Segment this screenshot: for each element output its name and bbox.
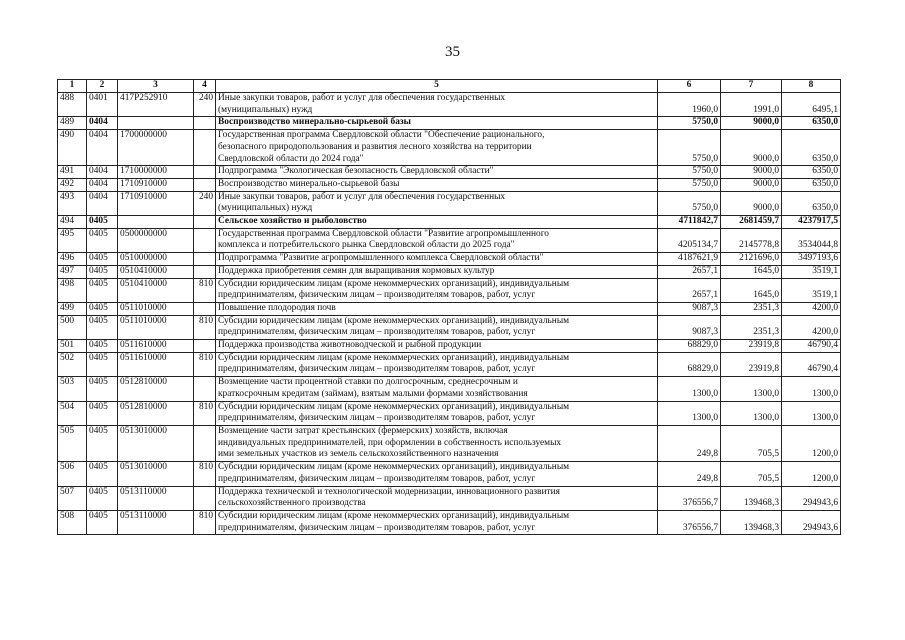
row-number-cell: 503 [58,377,87,401]
item-name-cell [216,425,658,461]
amount-year3-cell: 46790,4 [782,352,841,376]
header-cell: 4 [194,80,216,93]
item-name-line: предпринимателям, физическим лицам – производителям товаров, работ, услуг [218,364,536,375]
item-name-line: Сельское хозяйство и рыболовство [218,216,367,227]
table-row [58,253,841,266]
item-name-line: Субсидии юридическим лицам (кроме некоммерческих организаций), индивидуальным [218,462,570,473]
table-row [58,352,841,376]
section-code-cell: 0405 [87,216,118,229]
expense-type-cell [194,486,216,510]
item-name-line: Свердловской области до 2024 года" [218,153,364,164]
section-code-cell: 0404 [87,178,118,191]
target-article-cell [118,216,194,229]
amount-year1-cell: 5750,0 [658,130,721,166]
amount-year1-cell: 9087,3 [658,302,721,315]
item-name-line: Поддержка технической и технологической модернизации, инновационного развития [218,486,560,497]
section-code-cell: 0405 [87,302,118,315]
amount-year3-cell: 1300,0 [782,401,841,425]
table-row [58,93,841,117]
table-row [58,377,841,401]
header-cell: 5 [216,80,658,93]
item-name-cell [216,130,658,166]
amount-year3-cell: 4237917,5 [782,216,841,229]
row-number-cell: 498 [58,278,87,302]
item-name-line: комплекса и потребительского рынка Свердловской области до 2025 года" [218,240,515,251]
amount-year2-cell: 2351,3 [721,315,782,339]
target-article-cell: 1710910000 [118,178,194,191]
item-name-line: предпринимателям, физическим лицам – производителям товаров, работ, услуг [218,413,536,424]
amount-year1-cell: 5750,0 [658,166,721,179]
amount-year1-cell: 68829,0 [658,340,721,353]
amount-year3-cell: 3497193,6 [782,253,841,266]
expense-type-cell [194,302,216,315]
expense-type-cell: 810 [194,462,216,486]
amount-year1-cell: 1300,0 [658,377,721,401]
expense-type-cell: 240 [194,191,216,215]
item-name-line: Воспроизводство минерально-сырьевой базы [218,117,411,128]
amount-year3-cell: 4200,0 [782,302,841,315]
header-cell: 3 [118,80,194,93]
table-row [58,216,841,229]
amount-year1-cell: 376556,7 [658,486,721,510]
header-cell: 1 [58,80,87,93]
table-header-row [58,80,841,93]
item-name-line: предпринимателям, физическим лицам – производителям товаров, работ, услуг [218,522,536,533]
row-number-cell: 489 [58,117,87,130]
row-number-cell: 501 [58,340,87,353]
item-name-cell [216,216,658,229]
row-number-cell: 505 [58,425,87,461]
expense-type-cell: 810 [194,315,216,339]
row-number-cell: 491 [58,166,87,179]
table-row [58,302,841,315]
item-name-line: Подпрограмма "Развитие агропромышленного комплекса Свердловской области" [218,253,544,264]
item-name-cell [216,253,658,266]
amount-year3-cell: 1300,0 [782,377,841,401]
row-number-cell: 507 [58,486,87,510]
section-code-cell: 0404 [87,166,118,179]
table-row [58,315,841,339]
table-row [58,117,841,130]
target-article-cell: 0512810000 [118,377,194,401]
row-number-cell: 497 [58,265,87,278]
amount-year2-cell: 705,5 [721,462,782,486]
item-name-cell [216,510,658,534]
amount-year1-cell: 1300,0 [658,401,721,425]
table-row [58,278,841,302]
section-code-cell: 0405 [87,253,118,266]
row-number-cell: 508 [58,510,87,534]
expense-type-cell [194,377,216,401]
amount-year3-cell: 3534044,8 [782,228,841,252]
target-article-cell: 1700000000 [118,130,194,166]
row-number-cell: 499 [58,302,87,315]
table-row [58,462,841,486]
expense-type-cell [194,340,216,353]
item-name-cell [216,93,658,117]
section-code-cell: 0405 [87,462,118,486]
amount-year2-cell: 9000,0 [721,191,782,215]
section-code-cell: 0405 [87,510,118,534]
row-number-cell: 494 [58,216,87,229]
item-name-line: ими земельных участков из земель сельскохозяйственного назначения [218,449,499,460]
amount-year2-cell: 1300,0 [721,401,782,425]
amount-year2-cell: 1300,0 [721,377,782,401]
item-name-cell [216,191,658,215]
expense-type-cell: 810 [194,352,216,376]
amount-year2-cell: 9000,0 [721,117,782,130]
amount-year3-cell: 3519,1 [782,265,841,278]
expense-type-cell [194,166,216,179]
target-article-cell [118,117,194,130]
amount-year3-cell: 294943,6 [782,510,841,534]
table-row [58,228,841,252]
target-article-cell: 0511610000 [118,340,194,353]
target-article-cell: 0511610000 [118,352,194,376]
item-name-line: Иные закупки товаров, работ и услуг для обеспечения государственных [218,191,506,202]
header-cell: 6 [658,80,721,93]
table-row [58,265,841,278]
item-name-line: Субсидии юридическим лицам (кроме некоммерческих организаций), индивидуальным [218,278,570,289]
budget-table [57,79,841,535]
item-name-line: Субсидии юридическим лицам (кроме некоммерческих организаций), индивидуальным [218,315,570,326]
table-row [58,191,841,215]
item-name-cell [216,340,658,353]
item-name-cell [216,462,658,486]
amount-year2-cell: 9000,0 [721,178,782,191]
amount-year1-cell: 249,8 [658,425,721,461]
target-article-cell: 1710000000 [118,166,194,179]
amount-year1-cell: 2657,1 [658,265,721,278]
target-article-cell: 0500000000 [118,228,194,252]
page-number: 35 [445,44,460,60]
amount-year3-cell: 6350,0 [782,117,841,130]
target-article-cell: 0510410000 [118,265,194,278]
item-name-line: Поддержка приобретения семян для выращивания кормовых культур [218,265,495,276]
section-code-cell: 0405 [87,425,118,461]
amount-year2-cell: 1645,0 [721,265,782,278]
target-article-cell: 417P252910 [118,93,194,117]
item-name-line: предпринимателям, физическим лицам – производителям товаров, работ, услуг [218,327,536,338]
section-code-cell: 0405 [87,265,118,278]
amount-year3-cell: 6350,0 [782,191,841,215]
target-article-cell: 0511010000 [118,302,194,315]
amount-year3-cell: 1200,0 [782,425,841,461]
item-name-line: (муниципальных) нужд [218,203,313,214]
table-row [58,401,841,425]
amount-year1-cell: 2657,1 [658,278,721,302]
item-name-line: индивидуальных предпринимателей, при оформлении в собственность используемых [218,437,562,448]
row-number-cell: 496 [58,253,87,266]
item-name-line: Государственная программа Свердловской области "Развитие агропромышленного [218,228,549,239]
amount-year2-cell: 139468,3 [721,510,782,534]
item-name-line: Повышение плодородия почв [218,302,336,313]
amount-year2-cell: 139468,3 [721,486,782,510]
expense-type-cell [194,117,216,130]
amount-year1-cell: 4711842,7 [658,216,721,229]
item-name-line: (муниципальных) нужд [218,104,313,115]
item-name-cell [216,352,658,376]
table-row [58,166,841,179]
item-name-cell [216,166,658,179]
expense-type-cell [194,228,216,252]
target-article-cell: 0510410000 [118,278,194,302]
target-article-cell: 0513110000 [118,510,194,534]
amount-year3-cell: 6350,0 [782,178,841,191]
item-name-line: Субсидии юридическим лицам (кроме некоммерческих организаций), индивидуальным [218,401,570,412]
target-article-cell: 0510000000 [118,253,194,266]
header-cell: 8 [782,80,841,93]
amount-year2-cell: 23919,8 [721,352,782,376]
section-code-cell: 0405 [87,352,118,376]
target-article-cell: 0513010000 [118,425,194,461]
target-article-cell: 0511010000 [118,315,194,339]
amount-year3-cell: 6350,0 [782,166,841,179]
amount-year1-cell: 5750,0 [658,178,721,191]
amount-year3-cell: 1200,0 [782,462,841,486]
row-number-cell: 502 [58,352,87,376]
amount-year2-cell: 2121696,0 [721,253,782,266]
section-code-cell: 0405 [87,340,118,353]
amount-year1-cell: 1960,0 [658,93,721,117]
item-name-cell [216,302,658,315]
expense-type-cell: 810 [194,278,216,302]
header-cell: 2 [87,80,118,93]
expense-type-cell [194,265,216,278]
target-article-cell: 0513010000 [118,462,194,486]
table-row [58,340,841,353]
amount-year1-cell: 4205134,7 [658,228,721,252]
item-name-line: Государственная программа Свердловской области "Обеспечение рационального, [218,130,545,141]
amount-year2-cell: 9000,0 [721,166,782,179]
row-number-cell: 504 [58,401,87,425]
amount-year2-cell: 23919,8 [721,340,782,353]
expense-type-cell [194,216,216,229]
table-row [58,425,841,461]
target-article-cell: 0513110000 [118,486,194,510]
amount-year3-cell: 4200,0 [782,315,841,339]
expense-type-cell [194,178,216,191]
item-name-line: Субсидии юридическим лицам (кроме некоммерческих организаций), индивидуальным [218,352,570,363]
expense-type-cell [194,253,216,266]
section-code-cell: 0401 [87,93,118,117]
expense-type-cell: 810 [194,401,216,425]
table-body [58,93,841,535]
amount-year2-cell: 1645,0 [721,278,782,302]
amount-year2-cell: 705,5 [721,425,782,461]
row-number-cell: 495 [58,228,87,252]
row-number-cell: 490 [58,130,87,166]
amount-year3-cell: 46790,4 [782,340,841,353]
item-name-cell [216,486,658,510]
item-name-cell [216,377,658,401]
expense-type-cell: 240 [194,93,216,117]
section-code-cell: 0404 [87,191,118,215]
table-row [58,130,841,166]
amount-year2-cell: 1991,0 [721,93,782,117]
amount-year1-cell: 5750,0 [658,117,721,130]
item-name-line: Субсидии юридическим лицам (кроме некоммерческих организаций), индивидуальным [218,510,570,521]
item-name-line: Иные закупки товаров, работ и услуг для обеспечения государственных [218,93,506,103]
target-article-cell: 1710910000 [118,191,194,215]
amount-year1-cell: 376556,7 [658,510,721,534]
section-code-cell: 0405 [87,377,118,401]
item-name-line: Возмещение части затрат крестьянских (фермерских) хозяйств, включая [218,425,508,436]
row-number-cell: 492 [58,178,87,191]
amount-year1-cell: 9087,3 [658,315,721,339]
amount-year3-cell: 294943,6 [782,486,841,510]
item-name-line: сельскохозяйственного производства [218,498,366,509]
section-code-cell: 0405 [87,401,118,425]
row-number-cell: 506 [58,462,87,486]
item-name-cell [216,265,658,278]
item-name-cell [216,228,658,252]
item-name-line: Поддержка производства животноводческой и рыбной продукции [218,340,482,351]
expense-type-cell: 810 [194,510,216,534]
row-number-cell: 488 [58,93,87,117]
item-name-cell [216,315,658,339]
table-row [58,510,841,534]
row-number-cell: 493 [58,191,87,215]
item-name-line: безопасного природопользования и развития лесного хозяйства на территории [218,141,532,152]
item-name-cell [216,401,658,425]
amount-year1-cell: 68829,0 [658,352,721,376]
section-code-cell: 0405 [87,228,118,252]
expense-type-cell [194,425,216,461]
item-name-line: краткосрочным кредитам (займам), взятым малыми формами хозяйствования [218,388,528,399]
item-name-line: предпринимателям, физическим лицам – производителям товаров, работ, услуг [218,473,536,484]
amount-year3-cell: 6495,1 [782,93,841,117]
table-row [58,486,841,510]
section-code-cell: 0404 [87,117,118,130]
section-code-cell: 0405 [87,278,118,302]
item-name-cell [216,178,658,191]
section-code-cell: 0405 [87,315,118,339]
amount-year3-cell: 6350,0 [782,130,841,166]
amount-year1-cell: 249,8 [658,462,721,486]
amount-year2-cell: 9000,0 [721,130,782,166]
amount-year3-cell: 3519,1 [782,278,841,302]
section-code-cell: 0404 [87,130,118,166]
amount-year2-cell: 2681459,7 [721,216,782,229]
expense-type-cell [194,130,216,166]
item-name-cell [216,278,658,302]
item-name-line: Воспроизводство минерально-сырьевой базы [218,178,400,189]
amount-year1-cell: 4187621,9 [658,253,721,266]
target-article-cell: 0512810000 [118,401,194,425]
section-code-cell: 0405 [87,486,118,510]
header-cell: 7 [721,80,782,93]
item-name-line: предпринимателям, физическим лицам – производителям товаров, работ, услуг [218,290,536,301]
row-number-cell: 500 [58,315,87,339]
item-name-line: Подпрограмма "Экологическая безопасность Свердловской области" [218,166,494,177]
item-name-line: Возмещение части процентной ставки по долгосрочным, среднесрочным и [218,377,518,388]
amount-year2-cell: 2351,3 [721,302,782,315]
amount-year2-cell: 2145778,8 [721,228,782,252]
item-name-cell [216,117,658,130]
amount-year1-cell: 5750,0 [658,191,721,215]
table-row [58,178,841,191]
